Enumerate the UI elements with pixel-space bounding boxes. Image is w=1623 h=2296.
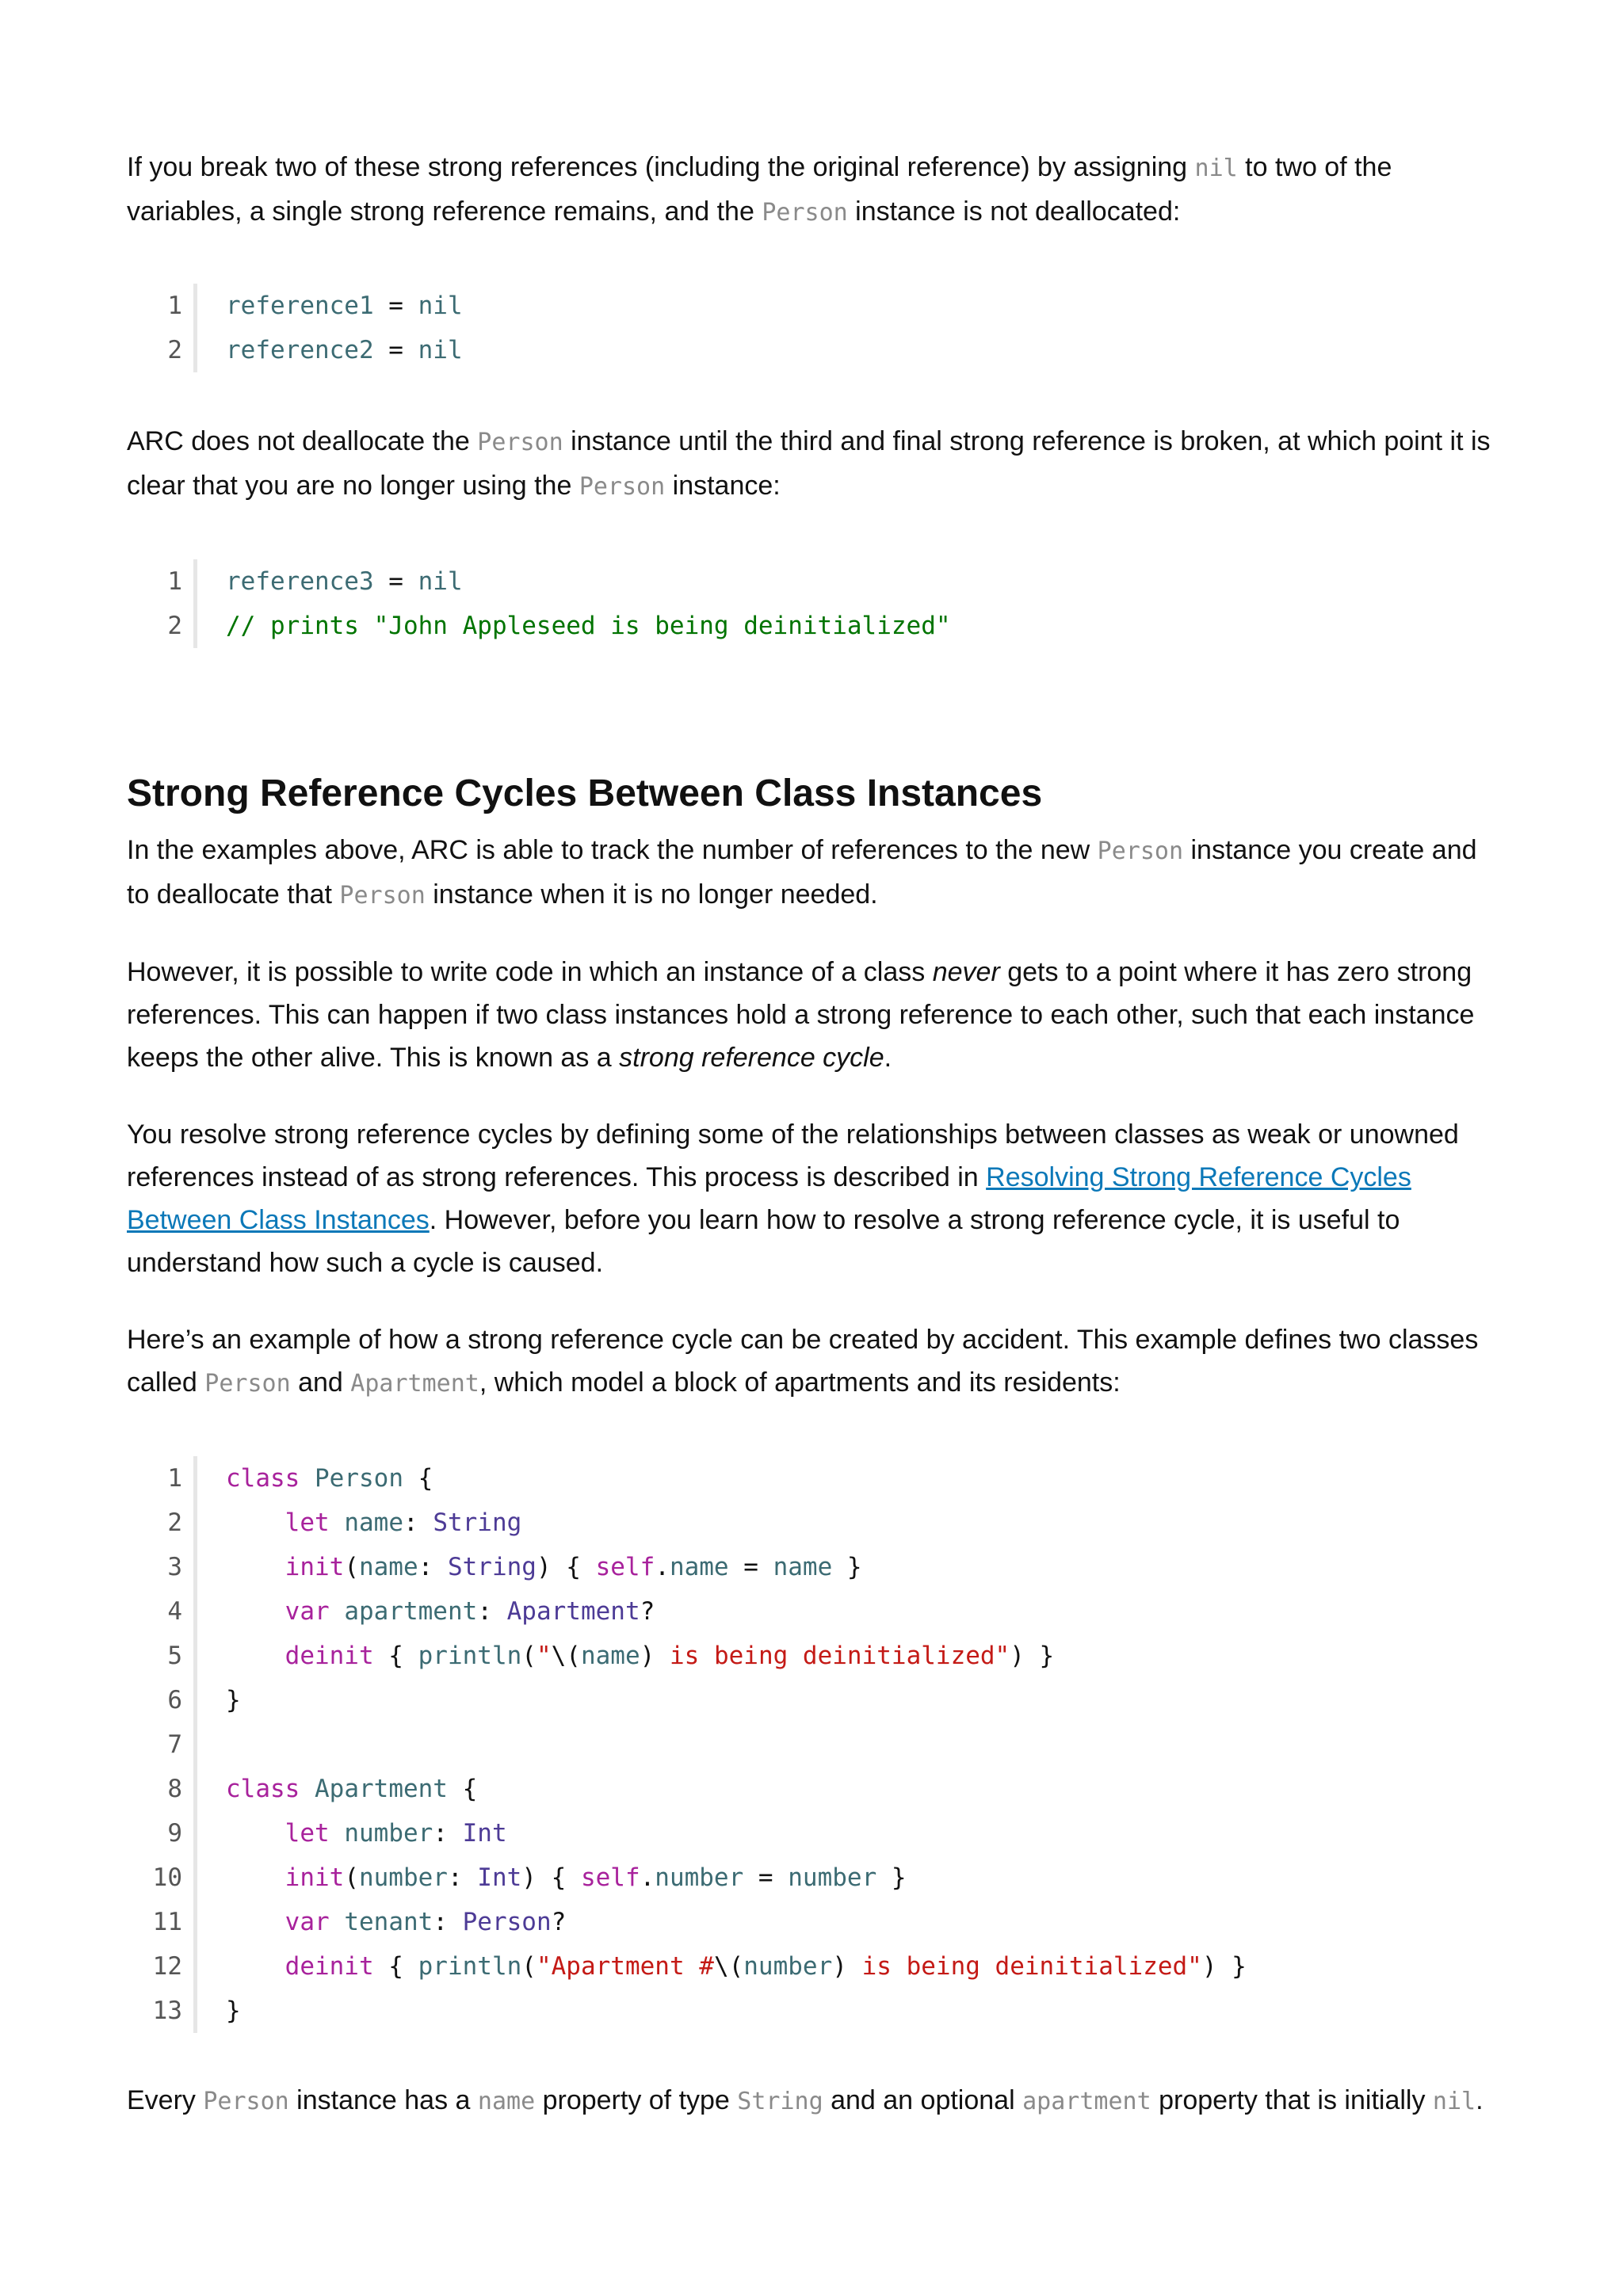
code-line	[127, 1722, 1247, 1767]
line-number: 3	[127, 1545, 197, 1589]
code-token: {	[373, 1642, 418, 1670]
code-block-person-apartment	[127, 1456, 1247, 2033]
paragraph-resolve-cycles	[127, 1113, 1506, 1284]
code-token: let	[285, 1819, 330, 1848]
code-token: }	[876, 1863, 907, 1892]
text-run: Every	[127, 2085, 204, 2115]
line-number: 8	[127, 1767, 197, 1811]
code-token: reference2	[226, 336, 374, 364]
inline-code: Person	[1097, 837, 1184, 865]
paragraph-example-classes	[127, 1318, 1506, 1405]
line-number: 10	[127, 1855, 197, 1900]
code-line	[127, 1855, 1247, 1900]
code-token: ?	[551, 1908, 567, 1936]
code-block-nil-assignments	[127, 284, 463, 372]
code-text	[197, 559, 463, 604]
code-token	[330, 1508, 345, 1537]
code-text	[197, 1634, 1054, 1678]
inline-code: name	[477, 2088, 536, 2115]
code-line	[127, 1589, 1247, 1634]
code-line	[127, 1989, 1247, 2033]
line-number: 2	[127, 328, 197, 372]
code-token: number	[743, 1952, 833, 1981]
text-run: .	[884, 1043, 892, 1073]
code-token	[330, 1819, 345, 1848]
code-token: Apartment	[506, 1597, 640, 1626]
code-token: \(	[551, 1642, 581, 1670]
line-number: 5	[127, 1634, 197, 1678]
code-token: Int	[477, 1863, 522, 1892]
code-text	[197, 1989, 241, 2033]
code-token	[226, 1908, 285, 1936]
code-line	[127, 1545, 1247, 1589]
text-run: gets to a point where it has zero strong references. This can happen if two class instances hold a strong reference to each other, such that each instance keeps the other alive. This is known as a	[127, 957, 1475, 1073]
inline-code: Person	[762, 199, 848, 227]
code-token: {	[403, 1464, 433, 1493]
code-token: =	[373, 567, 418, 596]
code-token: (	[521, 1642, 537, 1670]
code-token: println	[418, 1952, 522, 1981]
code-token: // prints "John Appleseed is being deinitialized"	[226, 612, 951, 640]
line-number: 12	[127, 1944, 197, 1989]
code-token: Int	[462, 1819, 507, 1848]
code-token	[300, 1775, 315, 1803]
code-line	[127, 1501, 1247, 1545]
text-run: In the examples above, ARC is able to track the number of references to the new	[127, 835, 1098, 865]
code-token: =	[373, 292, 418, 320]
code-token: =	[728, 1553, 773, 1581]
text-run: .	[1476, 2085, 1484, 2115]
code-token: {	[447, 1775, 478, 1803]
code-token: number	[655, 1863, 744, 1892]
code-token: number	[344, 1819, 433, 1848]
code-token: .	[640, 1863, 655, 1892]
code-token: Person	[315, 1464, 403, 1493]
line-number: 7	[127, 1722, 197, 1767]
inline-code: Apartment	[350, 1370, 479, 1398]
code-token: name	[669, 1553, 729, 1581]
code-line	[127, 1634, 1247, 1678]
code-token: =	[743, 1863, 789, 1892]
code-line	[127, 604, 951, 648]
code-token: "	[536, 1642, 552, 1670]
code-token: }	[832, 1553, 862, 1581]
code-token: :	[433, 1908, 463, 1936]
code-text	[197, 1589, 655, 1634]
code-token: )	[832, 1952, 847, 1981]
code-text	[197, 284, 463, 328]
code-text	[197, 1501, 521, 1545]
code-token: name	[580, 1642, 640, 1670]
cross-reference-link[interactable]: Resolving Strong Reference Cycles Between Class Instances	[127, 1162, 1411, 1235]
code-token	[300, 1464, 315, 1493]
code-token: name	[358, 1553, 418, 1581]
code-token: Person	[462, 1908, 552, 1936]
code-token	[330, 1908, 345, 1936]
inline-code: nil	[1194, 154, 1238, 182]
code-token: String	[447, 1553, 537, 1581]
code-token: =	[373, 336, 418, 364]
code-token: class	[226, 1464, 300, 1493]
line-number: 1	[127, 284, 197, 328]
text-run: Here’s an example of how a strong reference cycle can be created by accident. This example defines two classes called	[127, 1325, 1479, 1398]
code-line	[127, 1944, 1247, 1989]
inline-code: nil	[1432, 2088, 1476, 2115]
code-line	[127, 1456, 1247, 1501]
line-number: 11	[127, 1900, 197, 1944]
code-text	[197, 1900, 566, 1944]
code-token: deinit	[285, 1952, 374, 1981]
inline-code: Person	[204, 1370, 291, 1398]
code-token: "Apartment #	[536, 1952, 714, 1981]
line-number: 2	[127, 604, 197, 648]
code-token: reference3	[226, 567, 374, 596]
code-text	[197, 1767, 477, 1811]
code-token: nil	[418, 292, 463, 320]
line-number: 6	[127, 1678, 197, 1722]
code-token: name	[773, 1553, 833, 1581]
code-token: name	[344, 1508, 403, 1537]
code-token: apartment	[344, 1597, 478, 1626]
code-token: (	[344, 1553, 359, 1581]
inline-code: Person	[339, 882, 426, 910]
text-run: instance when it is no longer needed.	[425, 879, 878, 910]
code-text	[197, 604, 951, 648]
text-run: instance is not deallocated:	[847, 196, 1181, 227]
code-line	[127, 1900, 1247, 1944]
text-run: property of type	[535, 2085, 738, 2115]
code-token: nil	[418, 567, 463, 596]
code-token: reference1	[226, 292, 374, 320]
code-token: )	[640, 1642, 655, 1670]
line-number: 4	[127, 1589, 197, 1634]
code-token: deinit	[285, 1642, 374, 1670]
code-token: is being deinitialized"	[655, 1642, 1010, 1670]
code-token	[226, 1597, 285, 1626]
code-token	[226, 1642, 285, 1670]
inline-code: Person	[203, 2088, 289, 2115]
code-line	[127, 284, 463, 328]
code-token: ) }	[1201, 1952, 1247, 1981]
text-run: instance:	[665, 471, 781, 501]
line-number: 1	[127, 559, 197, 604]
text-run: You resolve strong reference cycles by defining some of the relationships between classes as weak or unowned references instead of as strong references. This process is described in	[127, 1119, 1459, 1192]
code-token: number	[788, 1863, 877, 1892]
code-token: self	[580, 1863, 640, 1892]
inline-code: Person	[579, 473, 666, 501]
section-heading: Strong Reference Cycles Between Class Instances	[127, 772, 1043, 814]
code-text	[197, 1678, 241, 1722]
paragraph-examples-above	[127, 829, 1506, 917]
code-token: :	[477, 1597, 507, 1626]
line-number: 9	[127, 1811, 197, 1855]
code-token	[226, 1819, 285, 1848]
text-run: . However, before you learn how to resolve a strong reference cycle, it is useful to understand how such a cycle is caused.	[127, 1205, 1400, 1278]
code-text	[197, 328, 463, 372]
text-run: to two of the variables, a single strong reference remains, and the	[127, 152, 1392, 227]
code-block-reference3	[127, 559, 951, 648]
code-token: String	[433, 1508, 522, 1537]
code-token: number	[358, 1863, 448, 1892]
paragraph-break-references	[127, 146, 1506, 235]
code-token: var	[285, 1908, 330, 1936]
code-token: ) {	[521, 1863, 581, 1892]
text-run: However, it is possible to write code in which an instance of a class	[127, 957, 933, 987]
code-line	[127, 1767, 1247, 1811]
inline-code: Person	[477, 429, 563, 456]
line-number: 13	[127, 1989, 197, 2033]
code-token: Apartment	[315, 1775, 448, 1803]
code-text	[197, 1456, 433, 1501]
text-run: and	[290, 1367, 351, 1398]
text-run: If you break two of these strong references (including the original reference) by assigning	[127, 152, 1195, 182]
line-number: 1	[127, 1456, 197, 1501]
text-run: instance has a	[288, 2085, 478, 2115]
text-run: ARC does not deallocate the	[127, 426, 478, 456]
inline-code: apartment	[1022, 2088, 1151, 2115]
code-token: ?	[640, 1597, 655, 1626]
code-token: }	[226, 1686, 241, 1714]
code-line	[127, 328, 463, 372]
code-token	[226, 1553, 285, 1581]
code-token: (	[344, 1863, 359, 1892]
paragraph-arc-dealloc	[127, 420, 1506, 509]
text-run: instance you create and to deallocate that	[127, 835, 1477, 910]
code-token: let	[285, 1508, 330, 1537]
line-number: 2	[127, 1501, 197, 1545]
code-token: {	[373, 1952, 418, 1981]
code-line	[127, 1811, 1247, 1855]
code-text	[197, 1722, 226, 1767]
paragraph-never-zero	[127, 951, 1506, 1079]
code-token	[330, 1597, 345, 1626]
code-token: :	[403, 1508, 433, 1537]
code-line	[127, 1678, 1247, 1722]
code-text	[197, 1545, 862, 1589]
code-token: }	[226, 1997, 241, 2025]
code-text	[197, 1811, 507, 1855]
code-token: is being deinitialized"	[846, 1952, 1202, 1981]
code-token: \(	[713, 1952, 744, 1981]
code-token	[226, 1952, 285, 1981]
paragraph-every-person	[127, 2079, 1506, 2123]
code-token: class	[226, 1775, 300, 1803]
code-line	[127, 559, 951, 604]
code-token	[226, 1508, 285, 1537]
code-token: :	[418, 1553, 448, 1581]
code-token: ) {	[536, 1553, 596, 1581]
code-text	[197, 1944, 1247, 1989]
code-token	[226, 1863, 285, 1892]
code-token: .	[655, 1553, 670, 1581]
code-text	[197, 1855, 907, 1900]
code-token: init	[285, 1553, 345, 1581]
text-run: property that is initially	[1151, 2085, 1433, 2115]
code-token: var	[285, 1597, 330, 1626]
emphasis: never	[932, 957, 1000, 987]
code-token: self	[595, 1553, 655, 1581]
text-run: , which model a block of apartments and its residents:	[479, 1367, 1121, 1398]
emphasis: strong reference cycle	[619, 1043, 884, 1073]
code-token: nil	[418, 336, 463, 364]
code-token: ) }	[1010, 1642, 1055, 1670]
code-token: println	[418, 1642, 522, 1670]
code-token: :	[433, 1819, 463, 1848]
code-token: init	[285, 1863, 345, 1892]
code-token: :	[447, 1863, 478, 1892]
text-run: instance until the third and final strong reference is broken, at which point it is clear that you are no longer using the	[127, 426, 1491, 501]
inline-code: String	[737, 2088, 823, 2115]
code-token: (	[521, 1952, 537, 1981]
code-token: tenant	[344, 1908, 433, 1936]
text-run: and an optional	[823, 2085, 1023, 2115]
